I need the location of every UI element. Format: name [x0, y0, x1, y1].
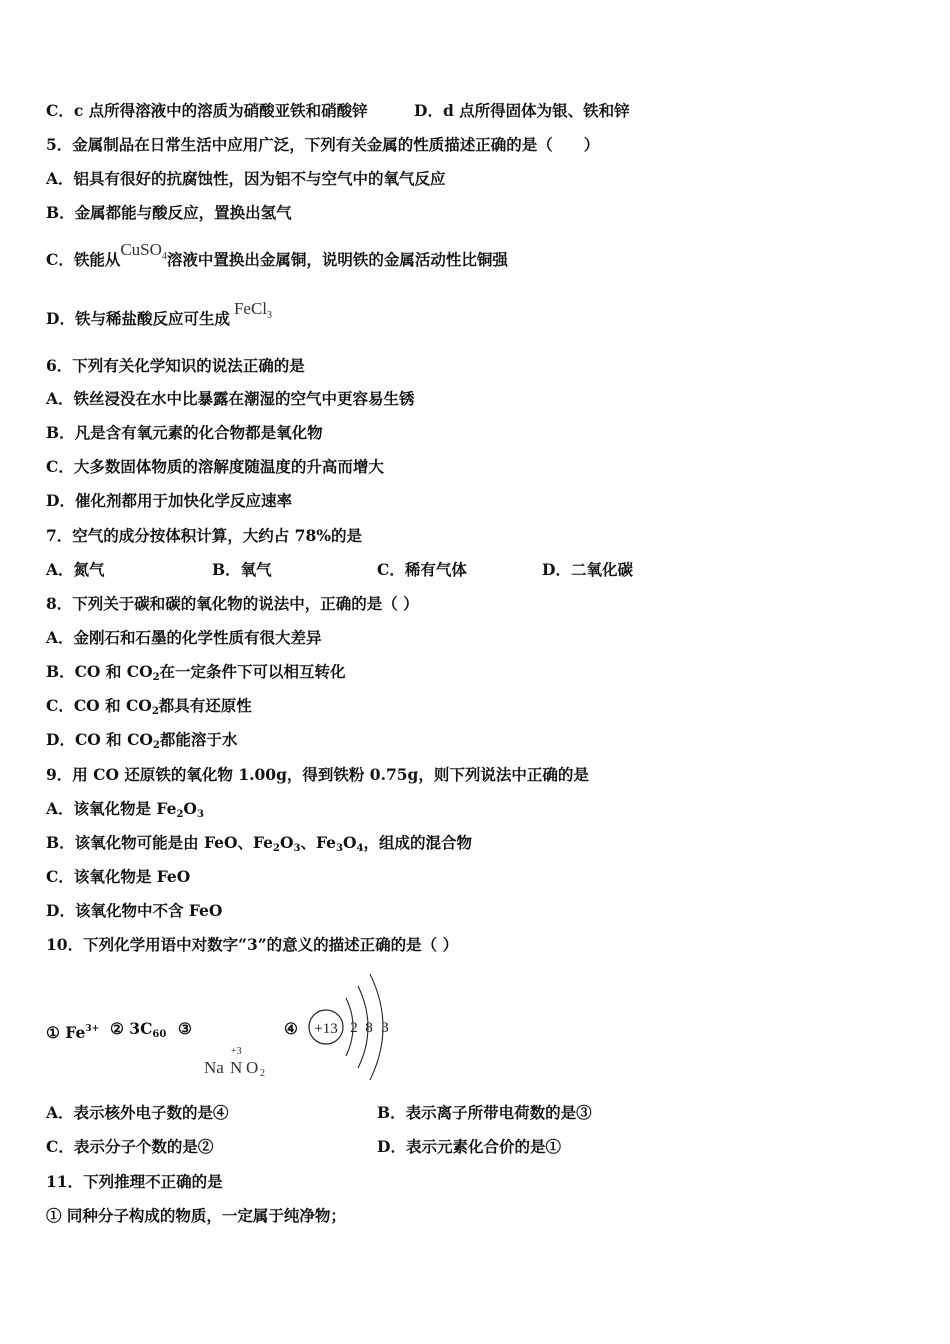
q5-option-a: A．铝具有很好的抗腐蚀性，因为铝不与空气中的氧气反应 — [46, 169, 446, 188]
q8-option-a: A．金刚石和石墨的化学性质有很大差异 — [46, 628, 322, 647]
q5-option-c: C．铁能从CuSO$_4$溶液中置换出金属铜，说明铁的金属活动性比铜强 — [46, 240, 508, 269]
q7-option-d: D．二氧化碳 — [542, 560, 633, 579]
q7-option-a: A．氮气 — [46, 560, 105, 579]
fecl3-formula: FeCl$_3$ — [233, 299, 273, 321]
q6-stem: 6．下列有关化学知识的说法正确的是 — [46, 356, 305, 375]
q5-option-b: B．金属都能与酸反应，置换出氢气 — [46, 203, 292, 222]
q7-option-c: C．稀有气体 — [377, 560, 467, 579]
q11-stem: 11．下列推理不正确的是 — [46, 1172, 223, 1191]
q8-stem: 8．下列关于碳和碳的氧化物的说法中，正确的是（ ） — [46, 594, 419, 613]
q10-option-c: C．表示分子个数的是② — [46, 1137, 214, 1156]
q10-item-4: ④ — [284, 1019, 298, 1038]
q9-option-a: A．该氧化物是 $Fe_2O_3$ — [46, 799, 204, 820]
q10-option-a: A．表示核外电子数的是④ — [46, 1103, 229, 1122]
q7-option-b: B．氧气 — [212, 560, 272, 579]
nucleus-charge: +13 — [314, 1021, 338, 1037]
cuso4-formula: CuSO$_4$ — [120, 240, 167, 262]
q7-stem: 7．空气的成分按体积计算，大约占 78%的是 — [46, 526, 362, 545]
q6-option-c: C．大多数固体物质的溶解度随温度的升高而增大 — [46, 457, 384, 476]
nano2-formula: +3 Na N O 2 — [204, 1046, 265, 1079]
q5-option-d: D．铁与稀盐酸反应可生成FeCl$_3$ — [46, 299, 273, 328]
q9-option-c: C．该氧化物是 FeO — [46, 867, 191, 886]
q10-stem: 10．下列化学用语中对数字“3”的意义的描述正确的是（ ） — [46, 935, 459, 954]
q10-item-1: ① $Fe^{3+}$ — [46, 1023, 100, 1042]
q11-item-1: ① 同种分子构成的物质，一定属于纯净物； — [46, 1206, 346, 1225]
q9-stem: 9．用 CO 还原铁的氧化物 1.00g，得到铁粉 0.75g，则下列说法中正确的是 — [46, 765, 589, 784]
q8-option-c: C．CO 和 $CO_2$都具有还原性 — [46, 696, 252, 717]
q10-option-d: D．表示元素化合价的是① — [377, 1137, 561, 1156]
q9-option-d: D．该氧化物中不含 FeO — [46, 901, 223, 920]
q8-option-d: D．CO 和 $CO_2$都能溶于水 — [46, 730, 238, 751]
q10-option-b: B．表示离子所带电荷数的是③ — [377, 1103, 592, 1122]
q6-option-b: B．凡是含有氧元素的化合物都是氧化物 — [46, 423, 323, 442]
q8-option-b: B．CO 和 $CO_2$在一定条件下可以相互转化 — [46, 662, 346, 683]
valence-label: +3 — [231, 1046, 242, 1057]
q6-option-a: A．铁丝浸没在水中比暴露在潮湿的空气中更容易生锈 — [46, 389, 415, 408]
q10-item-2: ② $3C_{60}$ — [110, 1019, 167, 1040]
shell-electrons-1: 2 — [350, 1020, 358, 1036]
q10-item-3: ③ — [178, 1019, 192, 1038]
q5-stem: 5．金属制品在日常生活中应用广泛，下列有关金属的性质描述正确的是（ ） — [46, 135, 600, 154]
q6-option-d: D．催化剂都用于加快化学反应速率 — [46, 491, 292, 510]
q4-option-c: C．c 点所得溶液中的溶质为硝酸亚铁和硝酸锌 — [46, 101, 368, 120]
shell-electrons-3: 3 — [381, 1020, 389, 1036]
q4-option-d: D．d 点所得固体为银、铁和锌 — [414, 101, 630, 120]
atom-structure-diagram — [300, 968, 400, 1086]
shell-electrons-2: 8 — [365, 1020, 373, 1036]
q9-option-b: B．该氧化物可能是由 FeO、$Fe_2O_3$、$Fe_3O_4$，组成的混合物 — [46, 833, 472, 854]
